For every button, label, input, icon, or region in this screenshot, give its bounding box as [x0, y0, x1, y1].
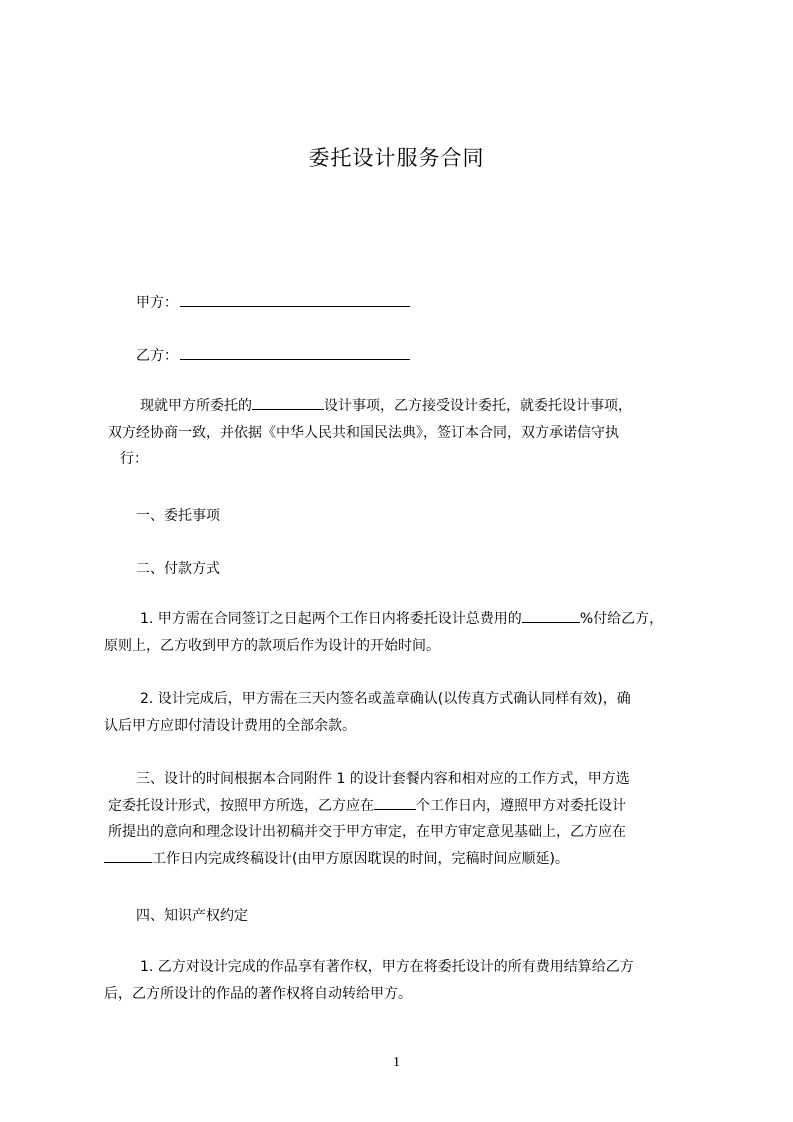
sec3-line-3: 所提出的意向和理念设计出初稿并交于甲方审定，在甲方审定意见基础上，乙方应在	[108, 824, 626, 840]
ip1-line-2: 后，乙方所设计的作品的著作权将自动转给甲方。	[104, 985, 412, 1002]
intro-text-1b: 设计事项，乙方接受设计委托，就委托设计事项，	[324, 398, 632, 414]
document-title: 委托设计服务合同	[308, 146, 485, 170]
design-item-blank[interactable]	[252, 394, 324, 410]
party-a-blank[interactable]	[180, 292, 410, 307]
party-b-blank[interactable]	[180, 345, 410, 360]
intro-line-1	[108, 393, 632, 420]
party-a-label: 甲方：	[136, 295, 178, 311]
party-a-row	[136, 292, 410, 312]
pay1-text-1b: %付给乙方，	[579, 611, 664, 627]
intro-text-1a: 现就甲方所委托的	[140, 398, 252, 414]
section-4-heading: 四、知识产权约定	[136, 908, 248, 924]
payment-clause-2	[104, 686, 631, 739]
pay1-line-1	[104, 606, 663, 633]
sec3-line-2	[104, 793, 630, 820]
sec3-text-4: 工作日内完成终稿设计(由甲方原因耽误的时间，完稿时间应顺延)。	[152, 850, 569, 867]
intro-line-3: 行：	[120, 451, 148, 467]
pay2-line-2: 认后甲方应即付清设计费用的全部余款。	[104, 717, 356, 734]
sec3-line-4	[104, 846, 630, 873]
sec3-text-2a: 定委托设计形式，按照甲方所选，乙方应在	[108, 797, 374, 814]
pay2-line-1: 2. 设计完成后，甲方需在三天内签名或盖章确认(以传真方式确认同样有效)，确	[140, 691, 631, 707]
intro-line-2: 双方经协商一致，并依据《中华人民共和国民法典》，签订本合同，双方承诺信守执	[108, 424, 619, 441]
payment-clause-1	[104, 606, 663, 659]
section-1-heading: 一、委托事项	[136, 508, 220, 524]
pay1-line-2: 原则上，乙方收到甲方的款项后作为设计的开始时间。	[104, 637, 440, 654]
sec3-line-1: 三、设计的时间根据本合同附件 1 的设计套餐内容和相对应的工作方式，甲方选	[136, 771, 630, 787]
section-3-paragraph	[104, 766, 630, 872]
workdays-blank-1[interactable]	[374, 794, 416, 810]
section-2-heading: 二、付款方式	[136, 561, 220, 577]
intro-paragraph	[108, 393, 632, 473]
sec3-text-2b: 个工作日内，遵照甲方对委托设计	[416, 797, 626, 814]
workdays-blank-2[interactable]	[104, 847, 152, 863]
ip1-line-1: 1. 乙方对设计完成的作品享有著作权，甲方在将委托设计的所有费用结算给乙方	[140, 959, 634, 975]
pay1-text-1a: 1. 甲方需在合同签订之日起两个工作日内将委托设计总费用的	[140, 611, 522, 627]
ip-clause-1	[104, 954, 634, 1007]
percentage-blank[interactable]	[522, 607, 580, 623]
party-b-row	[136, 345, 410, 365]
party-b-label: 乙方：	[136, 348, 178, 364]
page-number: 1	[393, 1055, 400, 1070]
